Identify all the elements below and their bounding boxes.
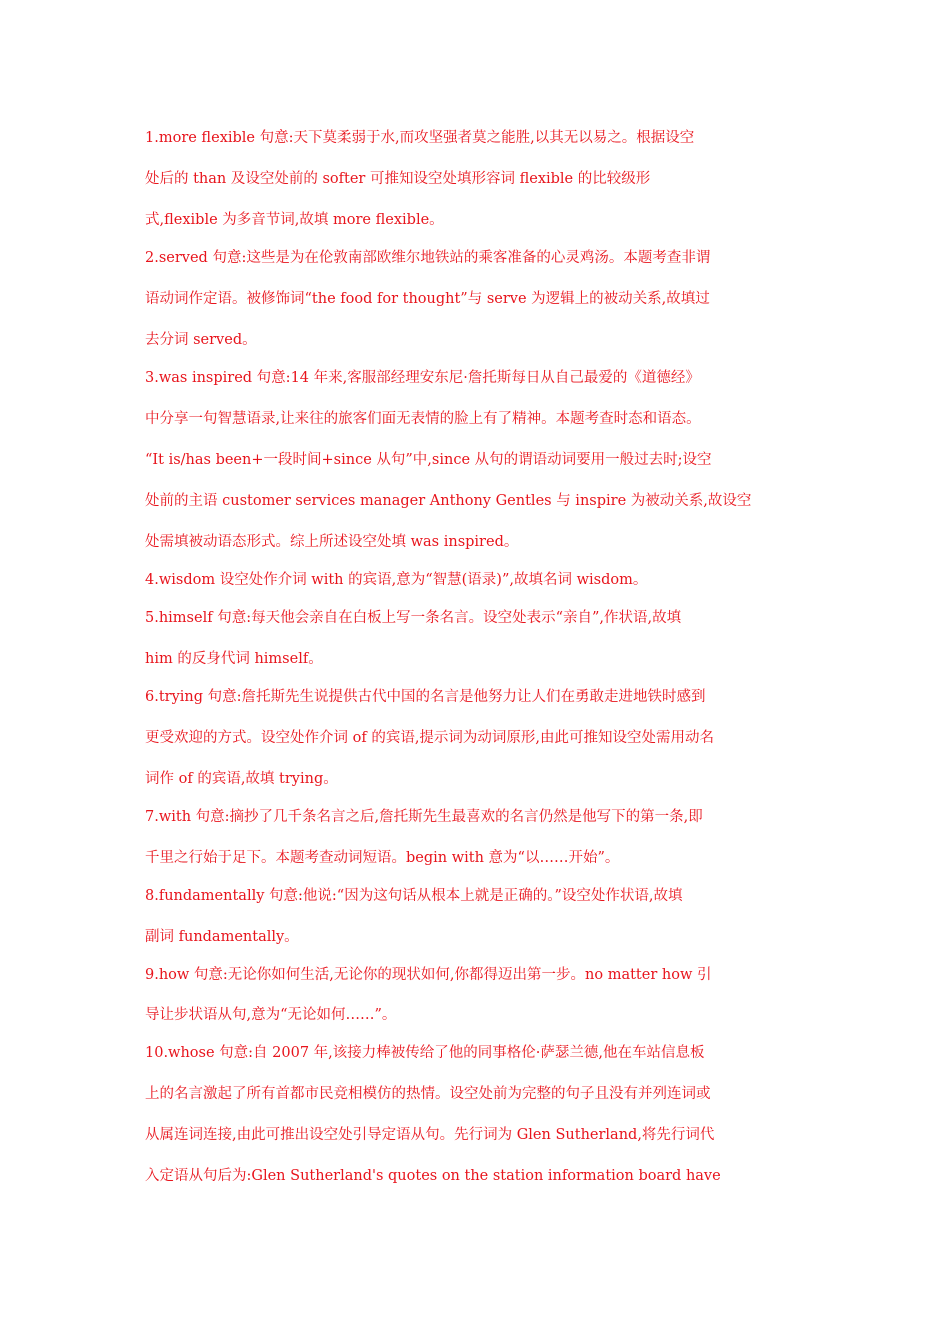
answer-4-line-1: 4.wisdom 设空处作介词 with 的宾语,意为“智慧(语录)”,故填名词 wisdom。 <box>145 572 648 588</box>
answer-6-line-2: 更受欢迎的方式。设空处作介词 of 的宾语,提示词为动词原形,由此可推知设空处需用动名 <box>145 730 715 746</box>
answer-1-line-2: 处后的 than 及设空处前的 softer 可推知设空处填形容词 flexible 的比较级形 <box>145 171 651 187</box>
answer-3-line-5: 处需填被动语态形式。综上所述设空处填 was inspired。 <box>145 534 519 550</box>
answer-3-line-3: “It is/has been+一段时间+since 从句”中,since 从句的谓语动词要用一般过去时;设空 <box>145 452 712 468</box>
answer-1-line-3: 式,flexible 为多音节词,故填 more flexible。 <box>145 212 444 228</box>
answer-2-line-3: 去分词 served。 <box>145 332 257 348</box>
answer-2-line-1: 2.served 句意:这些是为在伦敦南部欧维尔地铁站的乘客准备的心灵鸡汤。本题考查非谓 <box>145 250 711 266</box>
answer-1-line-1: 1.more flexible 句意:天下莫柔弱于水,而攻坚强者莫之能胜,以其无以易之。根据设空 <box>145 130 695 146</box>
answer-8-line-2: 副词 fundamentally。 <box>145 929 299 945</box>
answer-3-line-1: 3.was inspired 句意:14 年来,客服部经理安东尼·詹托斯每日从自己最爱的《道德经》 <box>145 370 700 386</box>
answer-7-line-1: 7.with 句意:摘抄了几千条名言之后,詹托斯先生最喜欢的名言仍然是他写下的第一条,即 <box>145 809 703 825</box>
answer-2-line-2: 语动词作定语。被修饰词“the food for thought”与 serve 为逻辑上的被动关系,故填过 <box>145 291 710 307</box>
answer-3-line-2: 中分享一句智慧语录,让来往的旅客们面无表情的脸上有了精神。本题考查时态和语态。 <box>145 411 701 427</box>
answer-9-line-2: 导让步状语从句,意为“无论如何……”。 <box>145 1007 397 1023</box>
answer-5-line-2: him 的反身代词 himself。 <box>145 651 323 667</box>
answer-7-line-2: 千里之行始于足下。本题考查动词短语。begin with 意为“以……开始”。 <box>145 850 620 866</box>
answer-9-line-1: 9.how 句意:无论你如何生活,无论你的现状如何,你都得迈出第一步。no matter how 引 <box>145 967 712 983</box>
answer-10-line-3: 从属连词连接,由此可推出设空处引导定语从句。先行词为 Glen Sutherland,将先行词代 <box>145 1127 715 1143</box>
answer-10-line-4: 入定语从句后为:Glen Sutherland's quotes on the station information board have <box>145 1168 721 1184</box>
answer-8-line-1: 8.fundamentally 句意:他说:“因为这句话从根本上就是正确的。”设空处作状语,故填 <box>145 888 683 904</box>
answer-3-line-4: 处前的主语 customer services manager Anthony Gentles 与 inspire 为被动关系,故设空 <box>145 493 752 509</box>
answer-10-line-1: 10.whose 句意:自 2007 年,该接力棒被传给了他的同事格伦·萨瑟兰德,他在车站信息板 <box>145 1045 705 1061</box>
answer-6-line-1: 6.trying 句意:詹托斯先生说提供古代中国的名言是他努力让人们在勇敢走进地铁时感到 <box>145 689 706 705</box>
answer-10-line-2: 上的名言激起了所有首都市民竞相模仿的热情。设空处前为完整的句子且没有并列连词或 <box>145 1086 711 1102</box>
answer-6-line-3: 词作 of 的宾语,故填 trying。 <box>145 771 338 787</box>
answer-5-line-1: 5.himself 句意:每天他会亲自在白板上写一条名言。设空处表示“亲自”,作状语,故填 <box>145 610 682 626</box>
